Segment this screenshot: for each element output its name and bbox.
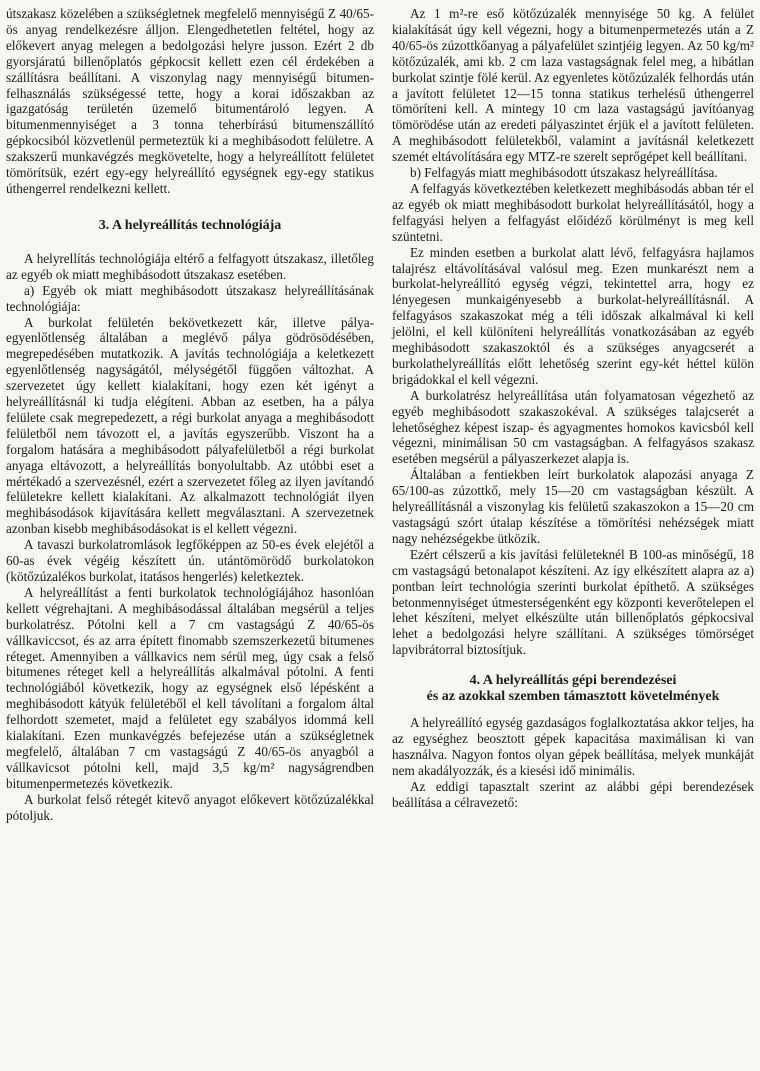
paragraph: Ez minden esetben a burkolat alatt lévő, felfagyásra hajlamos talajrész eltávolításával valósul meg. Ezen munkarészt nem a burkolat-helyreállító egység végzi, tekintettel arra, hogy ez lényegesen munkaigényesebb a burkolat-helyreállításnál. A felfagyásos szakaszokat még a téli időszak alkalmával ki kell jelölni, el kell különíteni helyreállítás vonatkozásában az egyéb meghibásodott szakaszoktól és a szükséges anyagcserét a burkolathelyreállítás előtt lehetőség szerint egy-két héttel külön brigádokkal el kell végezni. [392, 244, 754, 387]
paragraph: útszakasz közelében a szükségletnek megfelelő mennyiségű Z 40/65-ös anyag rendelkezésre álljon. Elengedhetetlen feltétel, hogy az előkevert anyag melegen a bedolgozási helyre jusson. Ezért 2 db gyorsjáratú billenőplatós gépkocsit kellett ezen cél érdekében a szállításra beállítani. A viszonylag nagy mennyiségű bitumen-felhasználás szükségessé tette, hogy a korai időszakban az igazgatóság területén üzemelő bitumentároló legyen. A bitumenmennyiséget a 3 tonna teherbírású bitumenszállító gépkocsiból közvetlenül permeteztük ki a meghibásodott felületre. A szakszerű munkavégzés megkövetelte, hogy a helyreállított felületet tömörítsük, ezért egy-egy helyreállító egységnek egy-egy statikus úthengerrel rendelkezni kellett. [6, 6, 374, 196]
paragraph: A helyrellítás technológiája eltérő a felfagyott útszakasz, illetőleg az egyéb ok miatt meghibásodott útszakasz esetében. [6, 250, 374, 282]
heading-line: és az azokkal szemben támasztott követelmények [426, 689, 720, 705]
left-column [6, 6, 374, 824]
right-column [392, 6, 754, 811]
subsection-title: b) Felfagyás miatt meghibásodott útszakasz helyreállítása. [410, 165, 718, 181]
paragraph: A burkolat felső rétegét kitevő anyagot előkevert kötőzúzalékkal pótoljuk. [6, 791, 374, 823]
subsection-title: a) Egyéb ok miatt meghibásodott útszakasz helyreállításának technológiája: [6, 282, 374, 314]
paragraph: A helyreállító egység gazdaságos foglalkoztatása akkor teljes, ha az egységhez beosztott gépek kapacitása maximálisan ki van használva. Nagyon fontos olyan gépek beállítása, melyek munkáját nem akadályozzák, és a kiesési idő minimális. [392, 715, 754, 778]
paragraph: A burkolatrész helyreállítása után folyamatosan végezhető az egyéb meghibásodott szakaszokéval. A szükséges talajcserét a lehetőséghez képest iszap- és agyagmentes homokos kavicsból kell végezni, minimálisan 50 cm vastagságban. A felfagyásos szakasz esetében megsérül a pályaszerkezet alapja is. [392, 387, 754, 467]
paragraph: Az 1 m²-re eső kötőzúzalék mennyisége 50 kg. A felület kialakítását úgy kell végezni, hogy a bitumenpermetezés után a Z 40/65-ös zúzottkőanyag a pályafelület szintjéig legyen. Az 50 kg/m² kötőzúzalék, ami kb. 2 cm laza vastagságnak felel meg, a hibátlan burkolat szintje fölé kerül. Az egyenletes kötőzúzalék felhordás után a javított felületet 12—15 tonna statikus terhelésű úthengerrel tömöríteni kell. A mintegy 10 cm laza vastagságú javítóanyag tömörödése után az eredeti pályaszintet érjük el a javított felületen. A meghibásodott felületekből, valamint a javításnál keletkezett szemét eltávolítására egy MTZ-re szerelt seprőgépet kell beállítani. [392, 6, 754, 165]
paragraph: A tavaszi burkolatromlások legfőképpen az 50-es évek elejétől a 60-as évek végéig készített ún. utántömörödő burkolatokon (kötőzúzalékos burkolat, itatásos hengerlés) keletkeztek. [6, 537, 374, 584]
paragraph: Általában a fentiekben leírt burkolatok alapozási anyaga Z 65/100-as zúzottkő, mely 15—20 cm vastagságban készült. A helyreállításnál a viszonylag kis felületű szakaszokon a 15—20 cm vastagságú szórt útalap készítése a tömörítési nehézségek miatt nagy nehézségekbe ütközik. [392, 467, 754, 546]
paragraph: A burkolat felületén bekövetkezett kár, illetve pálya-egyenlőtlenség általában a meglévő pálya gödrösödésében, megrepedésében mutatkozik. A javítás technológiája a keletkezett egyenlőtlenség nagyságától, mélységétől függően változhat. A szervezetet úgy kellett kialakítani, hogy ezen két igényt a helyreállításnál ki tudja elégíteni. Abban az esetben, ha a pálya felülete csak megrepedezett, a régi burkolat anyaga a meghibásodott felületből nem távozott el, a javítás egyszerűbb. Viszont ha a forgalom hatására a meghibásodott pályafelületből a régi burkolat anyaga eltávozott, a helyreállítás bonyolultabb. Az utóbbi eset a mértékadó a szervezésnél, ezért a szervezetet főleg az ilyen javítandó felületekre kellett kialakítani. Az alkalmazott technológiát ilyen meghibásodások kijavítására kellett megválasztani. A szervezetnek azonban kisebb meghibásodásokat is el kellett végezni. [6, 314, 374, 537]
paragraph: Ezért célszerű a kis javítási felületeknél B 100-as minőségű, 18 cm vastagságú betonalapot készíteni. Az így elkészített alapra az a) pontban leírt technológia szerinti burkolat építhető. A szükséges betonmennyiséget útmesterségenként egy központi keverőtelepen el lehet készíteni, melyet elkészülte után billenőplatós gépkocsival lehet a bedolgozási helyre szállítani. A szükséges tömörséget lapvibrátorral biztosítjuk. [392, 546, 754, 658]
paragraph: A helyreállítást a fenti burkolatok technológiájához hasonlóan kellett végrehajtani. A meghibásodással általában megsérül a teljes burkolatrész. Pótolni kell a 7 cm vastagságú Z 40/65-ös vállkaviccsot, és az arra épített finomabb szemszerkezetű bitumenes réteget. Amennyiben a vállkavics nem sérül meg, úgy csak a felső bitumenes réteget kell a helyreállítás alkalmával pótolni. A fenti technológiából következik, hogy az egységnek első lépésként a meghibásodott kátyúk felületéből el kell távolítani a forgalom által felhordott szemetet, majd a felületet egy szabályos idommá kell kialakítani. Ezen munkavégzés befejezése után a szükségletnek megfelelő, általában 7 cm vastagságú Z 40/65-ös anyagból a vállkavicsot pótolni kell, majd 3,5 kg/m² nagyságrendben bitumenpermetezés következik. [6, 584, 374, 791]
section-heading-4 [392, 673, 754, 705]
heading-line: 4. A helyreállítás gépi berendezései [469, 673, 677, 689]
section-heading-3: 3. A helyreállítás technológiája [98, 217, 282, 233]
paragraph: A felfagyás következtében keletkezett meghibásodás abban tér el az egyéb ok miatt meghibásodott burkolat helyreállításától, hogy a felfagyási helyen a felfagyást előidéző körülményt is meg kell szüntetni. [392, 180, 754, 244]
paragraph: Az eddigi tapasztalt szerint az alábbi gépi berendezések beállítása a célravezető: [392, 778, 754, 810]
